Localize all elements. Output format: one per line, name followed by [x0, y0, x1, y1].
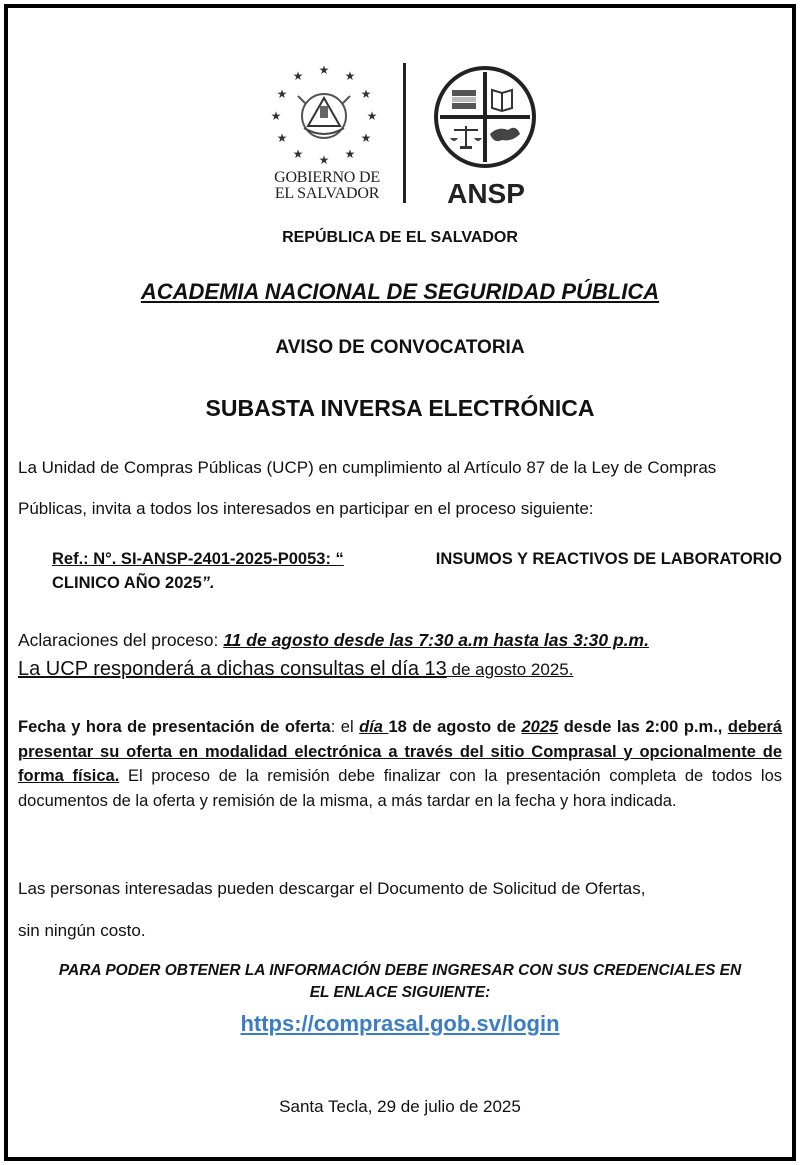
- oferta-date: 18 de agosto de: [388, 718, 522, 736]
- aclaraciones-response-main: La UCP responderá a dichas consultas el día 13: [18, 658, 447, 680]
- oferta-instruction: deberá presentar su oferta en modalidad electrónica a través del sitio Comprasal y opcionalmente de forma física.: [18, 718, 782, 785]
- descarga-line1: Las personas interesadas pueden descargar el Documento de Solicitud de Ofertas,: [18, 879, 646, 898]
- logo-separator: [403, 63, 406, 203]
- aclaraciones-response-tail: de agosto 2025.: [446, 660, 574, 679]
- intro-line2: Públicas, invita a todos los interesados en participar en el proceso siguiente:: [18, 499, 594, 518]
- info-notice-line2: EL ENLACE SIGUIENTE:: [309, 984, 491, 1001]
- logo-gobierno-line2: EL SALVADOR: [274, 185, 380, 202]
- footer-place-date: Santa Tecla, 29 de julio de 2025: [279, 1097, 521, 1116]
- intro-line1: La Unidad de Compras Públicas (UCP) en cumplimiento al Artículo 87 de la Ley de Compras: [18, 458, 717, 477]
- logo-ansp-text: ANSP: [447, 178, 525, 209]
- oferta-colon: : el: [330, 718, 360, 736]
- oferta-label: Fecha y hora de presentación de oferta: [18, 718, 331, 736]
- svg-text:★: ★: [366, 109, 378, 123]
- comprasal-link[interactable]: https://comprasal.gob.sv/login: [240, 1011, 560, 1036]
- svg-text:★: ★: [318, 63, 330, 77]
- logo-gobierno-text: [262, 170, 392, 202]
- descarga-line2: sin ningún costo.: [18, 921, 146, 940]
- oferta-dia: día: [359, 718, 389, 736]
- reference-number: Ref.: N°. SI-ANSP-2401-2025-P0053: “: [52, 550, 344, 568]
- svg-text:★: ★: [360, 131, 372, 145]
- oferta-time: desde las 2:00 p.m.,: [558, 718, 728, 736]
- aclaraciones-label: Aclaraciones del proceso:: [18, 630, 224, 650]
- info-link-row: [0, 1008, 800, 1040]
- info-notice-line1: PARA PODER OBTENER LA INFORMACIÓN DEBE INGRESAR CON SUS CREDENCIALES EN: [58, 962, 742, 979]
- title-republica: REPÚBLICA DE EL SALVADOR: [282, 229, 518, 246]
- aclaraciones-line: [18, 627, 782, 653]
- ansp-emblem-icon: [432, 64, 538, 170]
- reference-name-line2: CLINICO AÑO 2025: [52, 574, 202, 592]
- coat-of-arms-icon: [268, 60, 380, 168]
- svg-text:★: ★: [276, 87, 288, 101]
- svg-text:★: ★: [292, 69, 304, 83]
- reference-block: [52, 547, 782, 595]
- title-academia: ACADEMIA NACIONAL DE SEGURIDAD PÚBLICA: [140, 279, 660, 304]
- oferta-year: 2025: [521, 718, 559, 736]
- svg-text:★: ★: [344, 147, 356, 161]
- logo-gobierno-line1: GOBIERNO DE: [274, 169, 380, 186]
- aclaraciones-dates: 11 de agosto desde las 7:30 a.m hasta las 3:30 p.m.: [223, 630, 649, 650]
- svg-text:★: ★: [344, 69, 356, 83]
- oferta-paragraph: [18, 715, 782, 813]
- svg-text:★: ★: [318, 153, 330, 167]
- svg-text:★: ★: [276, 131, 288, 145]
- svg-text:★: ★: [270, 109, 282, 123]
- title-aviso: AVISO DE CONVOCATORIA: [275, 337, 525, 358]
- header-logos: [262, 60, 542, 210]
- svg-text:★: ★: [360, 87, 372, 101]
- oferta-rest: El proceso de la remisión debe finalizar con la presentación completa de todos los documentos de la oferta y remisión de la misma, a más tardar en la fecha y hora indicada.: [18, 767, 782, 810]
- svg-text:★: ★: [292, 147, 304, 161]
- title-subasta: SUBASTA INVERSA ELECTRÓNICA: [205, 395, 595, 421]
- reference-name-line1: INSUMOS Y REACTIVOS DE LABORATORIO: [435, 550, 782, 568]
- reference-close: ”.: [201, 574, 215, 592]
- aclaraciones-response: [18, 655, 782, 684]
